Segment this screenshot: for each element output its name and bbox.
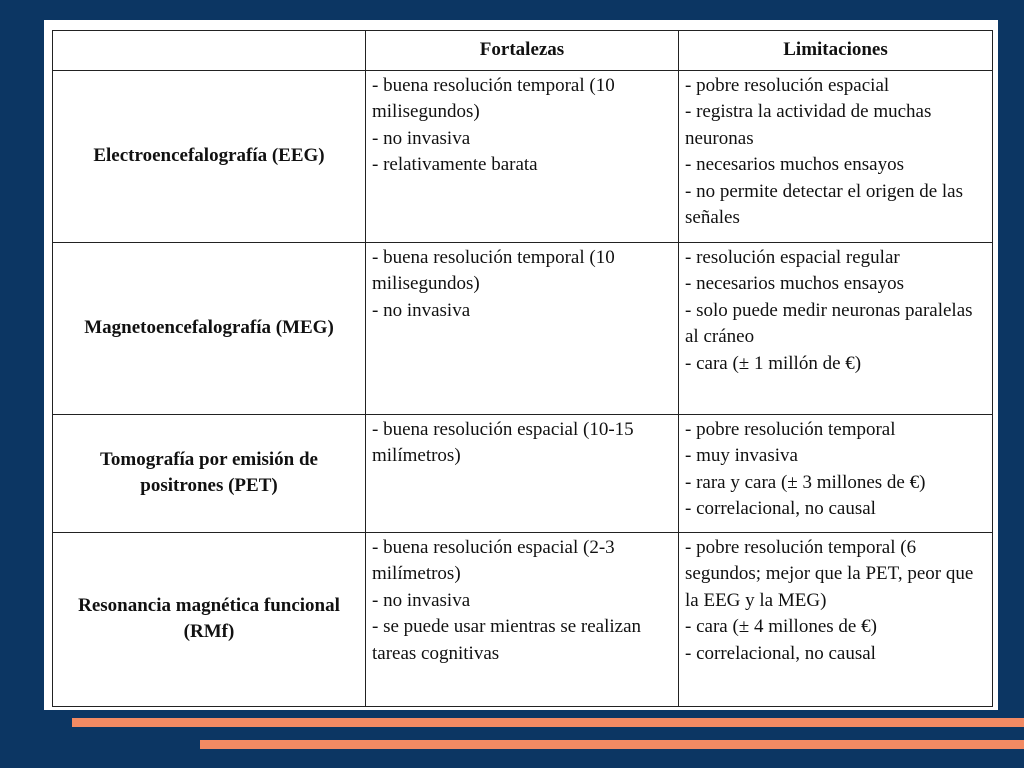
limitacion-item: - cara (± 1 millón de €) [685, 352, 862, 374]
limitacion-item: - correlacional, no causal [685, 498, 876, 519]
limitacion-item: - pobre resolución temporal (6 segundos; mejor que la PET, peor que la EEG y la MEG) [685, 536, 974, 611]
fortaleza-item: - se puede usar mientras se realizan tareas cognitivas [372, 616, 642, 664]
technique-rmf: Resonancia magnética funcional (RMf) [53, 532, 366, 706]
limitacion-item: - pobre resolución espacial [685, 74, 890, 96]
fortaleza-item: - buena resolución temporal (10 milisegundos) [372, 74, 615, 122]
comparison-table [52, 30, 993, 707]
fortaleza-item: - buena resolución espacial (2-3 milímetros) [372, 536, 615, 584]
fortaleza-item: - relativamente barata [372, 154, 538, 175]
table-row-pet [53, 414, 993, 532]
table-row-eeg [53, 70, 993, 242]
fortaleza-item: - no invasiva [372, 299, 471, 321]
accent-stripe-bottom [200, 740, 1024, 749]
table-panel [44, 20, 998, 710]
table-header-row [53, 31, 993, 71]
limitacion-item: - necesarios muchos ensayos [685, 154, 904, 175]
technique-meg: Magnetoencefalografía (MEG) [53, 242, 366, 414]
limitacion-item: - registra la actividad de muchas neuronas [685, 101, 932, 149]
limitaciones-pet [679, 414, 993, 532]
header-corner-cell [53, 31, 366, 71]
limitacion-item: - rara y cara (± 3 millones de €) [685, 471, 926, 493]
fortalezas-meg [366, 242, 679, 414]
limitacion-item: - cara (± 4 millones de €) [685, 616, 877, 637]
fortalezas-eeg [366, 70, 679, 242]
limitacion-item: - no permite detectar el origen de las señales [685, 180, 964, 228]
limitacion-item: - necesarios muchos ensayos [685, 273, 904, 294]
header-limitaciones: Limitaciones [679, 31, 993, 71]
limitaciones-eeg [679, 70, 993, 242]
fortalezas-pet [366, 414, 679, 532]
limitaciones-meg [679, 242, 993, 414]
fortaleza-item: - no invasiva [372, 127, 471, 149]
fortaleza-item: - no invasiva [372, 589, 471, 611]
limitacion-item: - pobre resolución temporal [685, 418, 896, 440]
limitacion-item: - muy invasiva [685, 445, 798, 466]
technique-pet: Tomografía por emisión de positrones (PET) [53, 414, 366, 532]
fortalezas-rmf [366, 532, 679, 706]
limitacion-item: - correlacional, no causal [685, 642, 876, 664]
fortaleza-item: - buena resolución espacial (10-15 milímetros) [372, 418, 634, 466]
header-fortalezas: Fortalezas [366, 31, 679, 71]
limitacion-item: - resolución espacial regular [685, 246, 900, 268]
table-row-rmf [53, 532, 993, 706]
limitaciones-rmf [679, 532, 993, 706]
fortaleza-item: - buena resolución temporal (10 milisegundos) [372, 246, 615, 294]
limitacion-item: - solo puede medir neuronas paralelas al cráneo [685, 299, 973, 347]
accent-stripe-top [72, 718, 1024, 727]
table-row-meg [53, 242, 993, 414]
technique-eeg: Electroencefalografía (EEG) [53, 70, 366, 242]
